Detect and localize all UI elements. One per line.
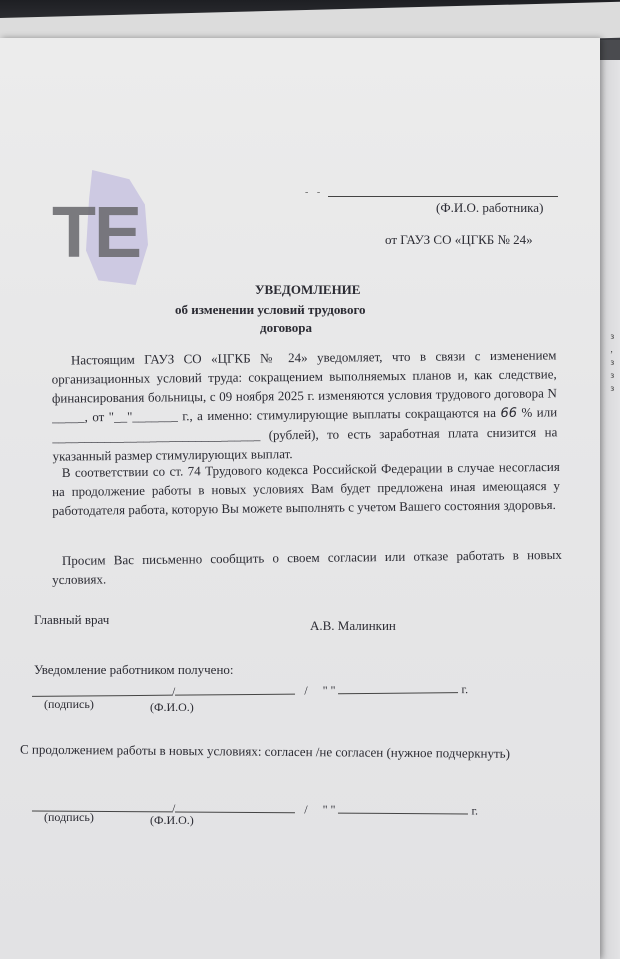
doc-title: УВЕДОМЛЕНИЕ bbox=[255, 282, 361, 297]
header-name-line bbox=[328, 196, 558, 197]
signature-name: А.В. Малинкин bbox=[310, 618, 396, 633]
paragraph-notice bbox=[51, 345, 557, 465]
paragraph-request bbox=[52, 545, 562, 589]
receipt-sign-blank bbox=[32, 683, 172, 697]
paragraph-notice-start: Настоящим ГАУЗ СО «ЦГКБ № 24» уведомляет, что в связи с изменением организационных условий труда: сокращением выполняемых планов и, как следствие, финансирования больницы, с 09 ноября 2025 г. изменяются условия трудового договора N _____, от "__"_______ г., а именно: стимулирующие выплаты сокращаются на bbox=[51, 347, 557, 425]
agreement-date-blank bbox=[338, 801, 468, 815]
signature-role: Главный врач bbox=[34, 612, 110, 627]
receipt-label: Уведомление работником получено: bbox=[34, 662, 234, 677]
paragraph-notice-end: % или ________________________________ (рублей), то есть заработная плата снизится на указанный размер стимулирующих выплат. bbox=[52, 404, 558, 464]
agreement-date-quote: " " bbox=[322, 802, 336, 817]
header-fio-label: (Ф.И.О. работника) bbox=[436, 200, 544, 215]
agreement-fio-blank bbox=[175, 799, 295, 813]
header-from: от ГАУЗ СО «ЦГКБ № 24» bbox=[385, 232, 533, 247]
receipt-fio-blank bbox=[175, 682, 295, 696]
agreement-sign-label: (подпись) bbox=[44, 810, 94, 824]
receipt-sign-label: (подпись) bbox=[44, 697, 94, 711]
doc-subtitle-1: об изменении условий трудового bbox=[175, 302, 366, 317]
paragraph-labor-code bbox=[52, 457, 561, 520]
paragraph-request-text: Просим Вас письменно сообщить о своем согласии или отказе работать в новых условиях. bbox=[52, 546, 562, 588]
receipt-blank-row: / / " " г. bbox=[32, 680, 468, 701]
receipt-year: г. bbox=[461, 682, 469, 697]
receipt-fio-label: (Ф.И.О.) bbox=[150, 700, 194, 714]
paragraph-labor-code-text: В соответствии со ст. 74 Трудового кодекса Российской Федерации в случае несогласия на продолжение работы в новых условиях Вам будет предложена иная имеющаяся у работодателя работа, которую Вы можете выполнять с учетом Вашего состояния здоровья. bbox=[51, 458, 561, 519]
handwritten-percent: 66 bbox=[500, 405, 518, 421]
receipt-date-blank bbox=[338, 680, 458, 694]
watermark-logo bbox=[52, 170, 182, 290]
agreement-fio-label: (Ф.И.О.) bbox=[150, 813, 194, 827]
agreement-blank-row: / / " " г. bbox=[32, 798, 478, 818]
receipt-date-quote: " " bbox=[322, 683, 336, 698]
agreement-year: г. bbox=[471, 803, 479, 818]
side-marks: з , з з з bbox=[610, 331, 614, 393]
logo-text: TE bbox=[52, 193, 141, 273]
doc-subtitle-2: договора bbox=[260, 320, 312, 335]
agreement-text: С продолжением работы в новых условиях: согласен /не согласен (нужное подчеркнуть) bbox=[19, 741, 511, 761]
header-dashes: - - bbox=[305, 187, 324, 198]
